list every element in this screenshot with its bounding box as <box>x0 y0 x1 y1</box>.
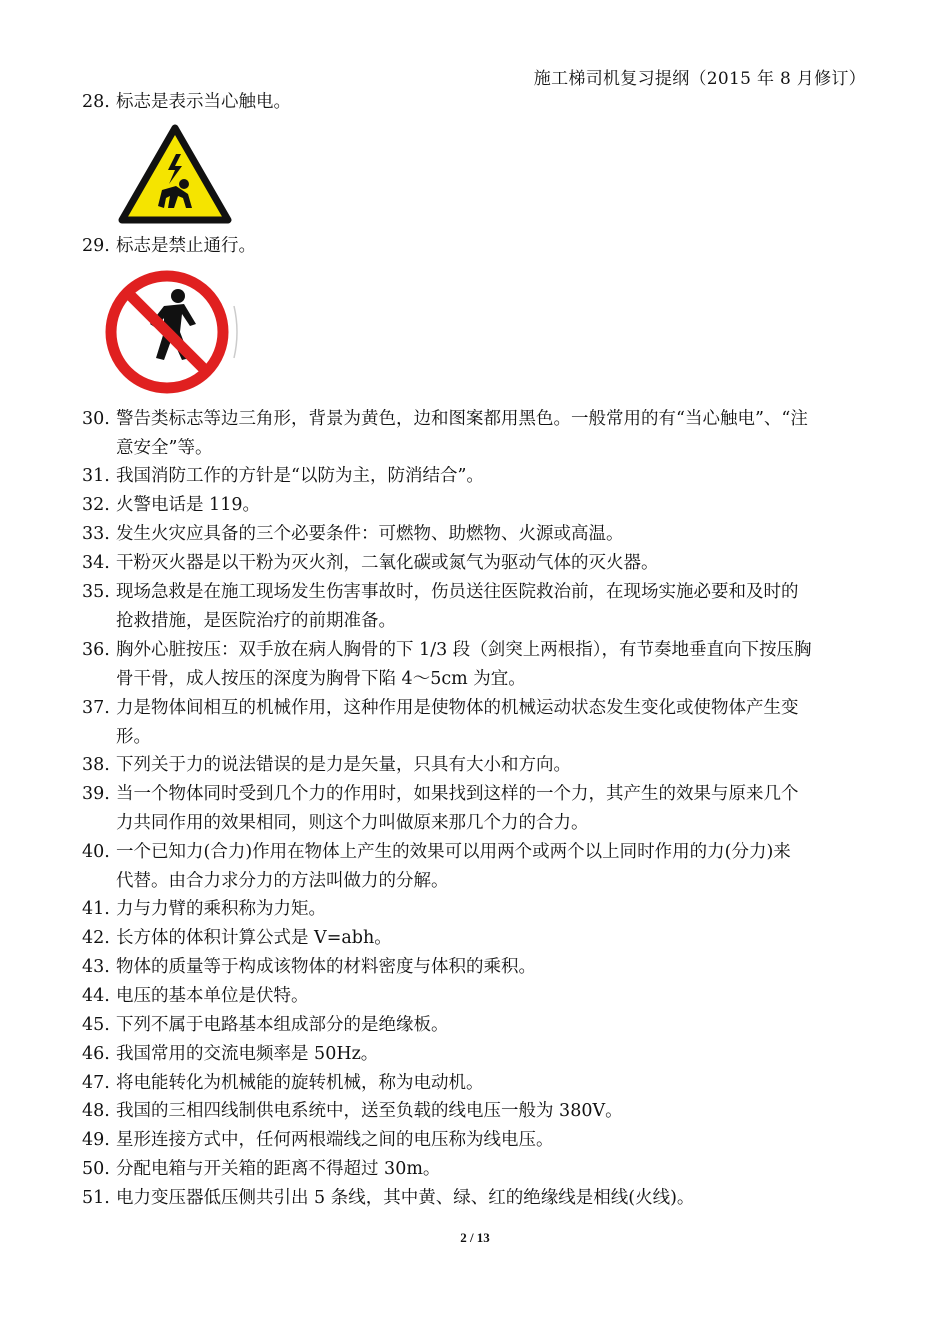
item-text: 干粉灭火器是以干粉为灭火剂，二氧化碳或氮气为驱动气体的灭火器。 <box>116 553 659 573</box>
item-number: 47. <box>82 1073 110 1093</box>
list-item-42 <box>82 924 392 953</box>
item-number: 36. <box>82 640 110 660</box>
item-text: 我国常用的交流电频率是 50Hz。 <box>116 1044 379 1064</box>
list-item-32 <box>82 491 260 520</box>
item-number: 37. <box>82 698 110 718</box>
item-continuation: 形。 <box>116 727 151 747</box>
item-text: 标志是禁止通行。 <box>116 236 256 256</box>
item-number: 38. <box>82 755 110 775</box>
list-item-28 <box>82 88 291 117</box>
item-text: 物体的质量等于构成该物体的材料密度与体积的乘积。 <box>116 957 536 977</box>
item-number: 39. <box>82 784 110 804</box>
item-number: 41. <box>82 899 110 919</box>
item-text: 标志是表示当心触电。 <box>116 92 291 112</box>
item-number: 28. <box>82 92 110 112</box>
list-item-37 <box>82 694 799 723</box>
item-text: 一个已知力(合力)作用在物体上产生的效果可以用两个或两个以上同时作用的力(分力)来 <box>116 842 791 862</box>
item-number: 40. <box>82 842 110 862</box>
item-text: 星形连接方式中，任何两根端线之间的电压称为线电压。 <box>116 1130 554 1150</box>
list-item-50 <box>82 1155 440 1184</box>
item-number: 31. <box>82 466 110 486</box>
item-text: 警告类标志等边三角形，背景为黄色，边和图案都用黑色。一般常用的有“当心触电”、“注 <box>116 409 808 429</box>
item-text: 火警电话是 119。 <box>116 495 260 515</box>
item-text: 电力变压器低压侧共引出 5 条线，其中黄、绿、红的绝缘线是相线(火线)。 <box>116 1188 695 1208</box>
item-text: 当一个物体同时受到几个力的作用时，如果找到这样的一个力，其产生的效果与原来几个 <box>116 784 799 804</box>
item-number: 51. <box>82 1188 110 1208</box>
item-number: 43. <box>82 957 110 977</box>
list-item-46 <box>82 1040 378 1069</box>
item-number: 48. <box>82 1101 110 1121</box>
item-text: 电压的基本单位是伏特。 <box>116 986 309 1006</box>
item-number: 30. <box>82 409 110 429</box>
list-item-39 <box>82 780 799 809</box>
list-item-49 <box>82 1126 554 1155</box>
list-item-40 <box>82 838 791 867</box>
list-item-38 <box>82 751 571 780</box>
list-item-35 <box>82 578 799 607</box>
list-item-51 <box>82 1184 694 1213</box>
item-continuation: 代替。由合力求分力的方法叫做力的分解。 <box>116 871 449 891</box>
item-text: 胸外心脏按压：双手放在病人胸骨的下 1/3 段（剑突上两根指），有节奏地垂直向下按压胸 <box>116 640 812 660</box>
list-item-36 <box>82 636 812 665</box>
item-number: 50. <box>82 1159 110 1179</box>
item-continuation: 力共同作用的效果相同，则这个力叫做原来那几个力的合力。 <box>116 813 589 833</box>
list-item-33 <box>82 520 624 549</box>
item-text: 将电能转化为机械能的旋转机械，称为电动机。 <box>116 1073 484 1093</box>
item-text: 我国的三相四线制供电系统中，送至负载的线电压一般为 380V。 <box>116 1101 623 1121</box>
list-item-41 <box>82 895 326 924</box>
item-text: 长方体的体积计算公式是 V=abh。 <box>116 928 392 948</box>
item-number: 44. <box>82 986 110 1006</box>
item-continuation: 骨干骨，成人按压的深度为胸骨下陷 4～5cm 为宜。 <box>116 669 526 689</box>
item-number: 35. <box>82 582 110 602</box>
item-text: 下列关于力的说法错误的是力是矢量，只具有大小和方向。 <box>116 755 571 775</box>
list-item-34 <box>82 549 659 578</box>
page-header: 施工梯司机复习提纲（2015 年 8 月修订） <box>533 69 866 89</box>
page-number: 2 / 13 <box>460 1230 490 1245</box>
list-item-44 <box>82 982 309 1011</box>
item-number: 29. <box>82 236 110 256</box>
electric-shock-warning-icon <box>118 124 232 228</box>
item-continuation: 抢救措施，是医院治疗的前期准备。 <box>116 611 396 631</box>
item-text: 现场急救是在施工现场发生伤害事故时，伤员送往医院救治前，在现场实施必要和及时的 <box>116 582 799 602</box>
item-text: 我国消防工作的方针是“以防为主，防消结合”。 <box>116 466 484 486</box>
item-number: 49. <box>82 1130 110 1150</box>
item-number: 45. <box>82 1015 110 1035</box>
list-item-31 <box>82 462 484 491</box>
item-text: 发生火灾应具备的三个必要条件：可燃物、助燃物、火源或高温。 <box>116 524 624 544</box>
item-number: 34. <box>82 553 110 573</box>
list-item-47 <box>82 1069 484 1098</box>
list-item-48 <box>82 1097 623 1126</box>
item-number: 33. <box>82 524 110 544</box>
item-text: 力与力臂的乘积称为力矩。 <box>116 899 326 919</box>
list-item-45 <box>82 1011 449 1040</box>
list-item-43 <box>82 953 536 982</box>
item-number: 32. <box>82 495 110 515</box>
list-item-30 <box>82 405 808 434</box>
item-text: 下列不属于电路基本组成部分的是绝缘板。 <box>116 1015 449 1035</box>
item-number: 46. <box>82 1044 110 1064</box>
item-text: 力是物体间相互的机械作用，这种作用是使物体的机械运动状态发生变化或使物体产生变 <box>116 698 799 718</box>
item-text: 分配电箱与开关箱的距离不得超过 30m。 <box>116 1159 441 1179</box>
item-continuation: 意安全”等。 <box>116 438 213 458</box>
item-number: 42. <box>82 928 110 948</box>
no-entry-pedestrian-icon <box>102 266 242 402</box>
list-item-29 <box>82 232 256 261</box>
